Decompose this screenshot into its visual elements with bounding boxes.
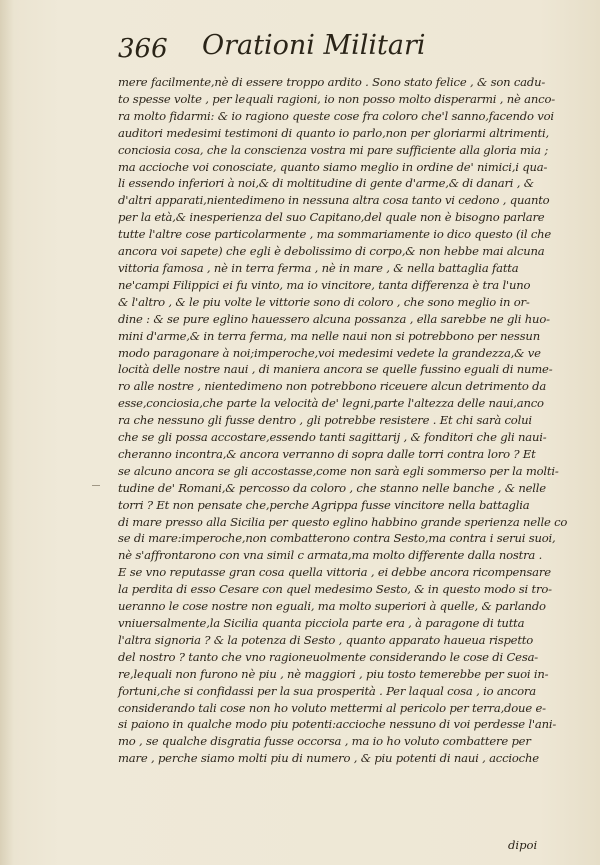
catchword: dipoi — [508, 838, 538, 852]
text-line: vittoria famosa , nè in terra ferma , nè in mare , & nella battaglia fatta — [118, 260, 519, 275]
text-line: di mare presso alla Sicilia per questo eglino habbino grande sperienza nelle co — [118, 514, 568, 529]
text-line: fortuni,che si confidassi per la sua prosperità . Per laqual cosa , io ancora — [118, 683, 536, 698]
text-line: ro alle nostre , nientedimeno non potrebbono riceuere alcun detrimento da — [118, 379, 547, 394]
page-header — [0, 28, 600, 72]
text-line: per la età,& inesperienza del suo Capitano,del quale non è bisogno parlare — [118, 210, 545, 225]
text-line: ancora voi sapete) che egli è debolissimo di corpo,& non hebbe mai alcuna — [118, 244, 545, 259]
text-line: ne'campi Filippici ei fu vinto, ma io vincitore, tanta differenza è tra l'uno — [118, 277, 531, 292]
text-line: si paiono in qualche modo piu potenti:accioche nessuno di voi perdesse l'ani- — [118, 717, 557, 732]
text-line: re,lequali non furono nè piu , nè maggiori , piu tosto temerebbe per suoi in- — [118, 666, 549, 681]
text-line: & l'altro , & le piu volte le vittorie sono di coloro , che sono meglio in or- — [118, 294, 530, 309]
text-line: mini d'arme,& in terra ferma, ma nelle naui non si potrebbono per nessun — [118, 328, 540, 343]
text-line: E se vno reputasse gran cosa quella vittoria , ei debbe ancora ricompensare — [118, 565, 551, 580]
text-line: del nostro ? tanto che vno ragioneuolmente considerando le cose di Cesa- — [118, 649, 539, 664]
text-line: ra molto fidarmi: & io ragiono queste cose fra coloro che'l sanno,facendo voi — [118, 108, 554, 123]
text-line: li essendo inferiori à noi,& di moltitudine di gente d'arme,& di danari , & — [118, 176, 534, 191]
text-line: tutte l'altre cose particolarmente , ma sommariamente io dico questo (il che — [118, 227, 552, 242]
text-line: l'altra signoria ? & la potenza di Sesto , quanto apparato haueua rispetto — [118, 632, 534, 647]
text-line: che se gli possa accostare,essendo tanti sagittarij , & fonditori che gli naui- — [118, 430, 547, 445]
text-line: se alcuno ancora se gli accostasse,come non sarà egli sommerso per la molti- — [118, 463, 559, 478]
text-line: locità delle nostre naui , di maniera ancora se quelle fussino eguali di nume- — [118, 362, 553, 377]
body-text — [118, 74, 570, 767]
text-line: conciosia cosa, che la conscienza vostra mi pare sufficiente alla gloria mia ; — [118, 142, 549, 157]
text-line: auditori medesimi testimoni di quanto io parlo,non per gloriarmi altrimenti, — [118, 125, 549, 140]
text-line: to spesse volte , per lequali ragioni, io non posso molto disperarmi , nè anco- — [118, 91, 555, 106]
text-line: ueranno le cose nostre non eguali, ma molto superiori à quelle, & parlando — [118, 599, 546, 614]
text-line: mare , perche siamo molti piu di numero , & piu potenti di naui , accioche — [118, 751, 539, 766]
margin-mark — [92, 485, 100, 489]
text-line: la perdita di esso Cesare con quel medesimo Sesto, & in questo modo si tro- — [118, 582, 552, 597]
text-line: cheranno incontra,& ancora verranno di sopra dalle torri contra loro ? Et — [118, 446, 536, 461]
text-line: dine : & se pure eglino hauessero alcuna possanza , ella sarebbe ne gli huo- — [118, 311, 550, 326]
text-line: esse,conciosia,che parte la velocità de' legni,parte l'altezza delle naui,anco — [118, 396, 544, 411]
text-line: vniuersalmente,la Sicilia quanta picciola parte era , à paragone di tutta — [118, 616, 525, 630]
text-line: ra che nessuno gli fusse dentro , gli potrebbe resistere . Et chi sarà colui — [118, 413, 532, 428]
text-line: considerando tali cose non ho voluto mettermi al pericolo per terra,doue e- — [118, 700, 546, 715]
page-number: 366 — [118, 34, 168, 64]
running-head: Orationi Militari — [202, 30, 426, 61]
text-line: mo , se qualche disgratia fusse occorsa , ma io ho voluto combattere per — [118, 734, 531, 749]
text-line: d'altri apparati,nientedimeno in nessuna altra cosa tanto vi cedono , quanto — [118, 193, 550, 208]
text-line: torri ? Et non pensate che,perche Agrippa fusse vincitore nella battaglia — [118, 497, 530, 512]
text-line: nè s'affrontarono con vna simil c armata,ma molto differente dalla nostra . — [118, 548, 543, 563]
text-line: mere facilmente,nè di essere troppo ardito . Sono stato felice , & son cadu- — [118, 75, 546, 89]
text-line: tudine de' Romani,& percosso da coloro , che stanno nelle banche , & nelle — [118, 480, 546, 495]
text-line: se di mare:imperoche,non combatterono contra Sesto,ma contra i serui suoi, — [118, 531, 556, 546]
text-line: modo paragonare à noi;imperoche,voi medesimi vedete la grandezza,& ve — [118, 345, 541, 360]
text-line: ma accioche voi conosciate, quanto siamo meglio in ordine de' nimici,i qua- — [118, 159, 548, 174]
